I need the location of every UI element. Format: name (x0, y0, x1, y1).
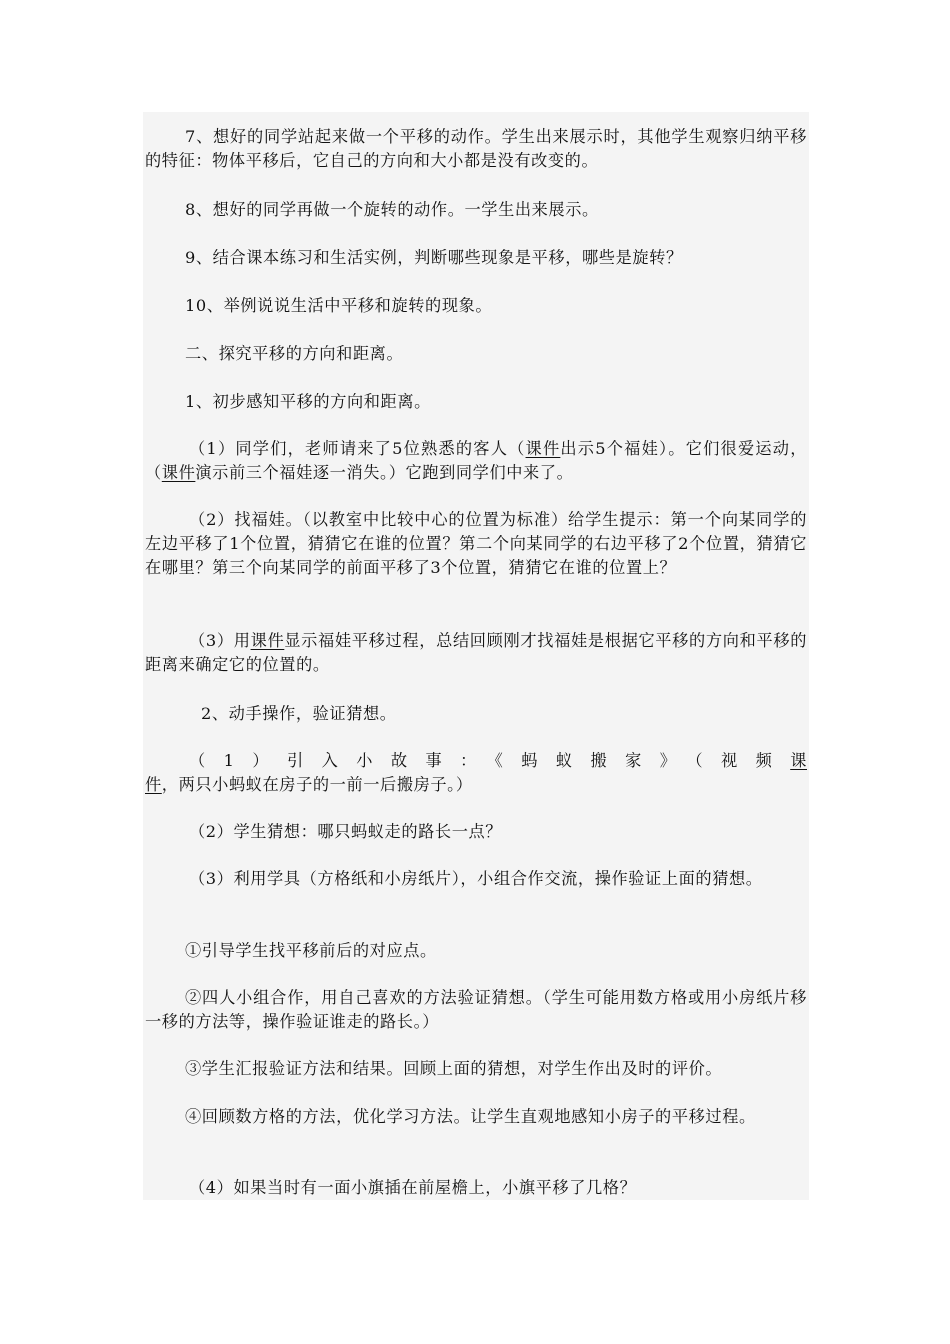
courseware-link[interactable]: 课件 (145, 751, 807, 794)
paragraph-2-2: （2）学生猜想：哪只蚂蚁走的路长一点？ (189, 822, 503, 841)
paragraph-1-2: （2）找福娃。（以教室中比较中心的位置为标准）给学生提示：第一个向某同学的左边平移了1个位置，猜猜它在谁的位置？第二个向某同学的右边平移了2个位置，猜猜它在哪里？第三个向某同学的前面平移了3个位置，猜猜它在谁的位置上？ (145, 510, 807, 577)
paragraph-circle-3: ③学生汇报验证方法和结果。回顾上面的猜想，对学生作出及时的评价。 (185, 1059, 723, 1078)
text-segment: 显示福娃平移过程，总结回顾刚才找福娃是根据它平移的方向和平移的距离来确定它的位置的。 (145, 631, 808, 674)
paragraph-1-3 (145, 629, 807, 677)
text-segment: 出示5个福娃）。它们很爱运动，（ (145, 439, 808, 482)
paragraph-step-10: 10、举例说说生活中平移和旋转的现象。 (185, 296, 493, 315)
text-segment: （1）引入小故事：《蚂蚁搬家》（视频 (189, 751, 791, 770)
courseware-link[interactable]: 课件 (161, 463, 196, 482)
subsection-1-heading: 1、初步感知平移的方向和距离。 (185, 392, 431, 411)
paragraph-circle-1: ①引导学生找平移前后的对应点。 (185, 941, 437, 960)
paragraph-step-8: 8、想好的同学再做一个旋转的动作。一学生出来展示。 (185, 200, 599, 219)
courseware-link[interactable]: 课件 (250, 631, 285, 650)
text-segment: （1）同学们，老师请来了5位熟悉的客人（ (189, 439, 526, 458)
paragraph-circle-4: ④回顾数方格的方法，优化学习方法。让学生直观地感知小房子的平移过程。 (185, 1107, 756, 1126)
text-segment: （3）用 (189, 631, 251, 650)
paragraph-step-7: 7、想好的同学站起来做一个平移的动作。学生出来展示时，其他学生观察归纳平移的特征：物体平移后，它自己的方向和大小都是没有改变的。 (145, 127, 807, 170)
document-page (143, 112, 809, 1200)
paragraph-1-1 (145, 437, 807, 485)
section-heading-2: 二、探究平移的方向和距离。 (185, 344, 404, 363)
paragraph-2-4: （4）如果当时有一面小旗插在前屋檐上，小旗平移了几格？ (189, 1178, 637, 1197)
paragraph-2-1 (145, 749, 807, 797)
subsection-2-heading: 2、动手操作，验证猜想。 (201, 704, 397, 723)
text-segment: 演示前三个福娃逐一消失。）它跑到同学们中来了。 (195, 463, 574, 482)
text-segment: ，两只小蚂蚁在房子的一前一后搬房子。） (161, 775, 473, 794)
paragraph-2-3: （3）利用学具（方格纸和小房纸片），小组合作交流，操作验证上面的猜想。 (189, 869, 763, 888)
courseware-link[interactable]: 课件 (525, 439, 561, 458)
paragraph-step-9: 9、结合课本练习和生活实例，判断哪些现象是平移，哪些是旋转？ (185, 248, 683, 267)
paragraph-circle-2: ②四人小组合作，用自己喜欢的方法验证猜想。（学生可能用数方格或用小房纸片移一移的方法等，操作验证谁走的路长。） (145, 988, 807, 1031)
